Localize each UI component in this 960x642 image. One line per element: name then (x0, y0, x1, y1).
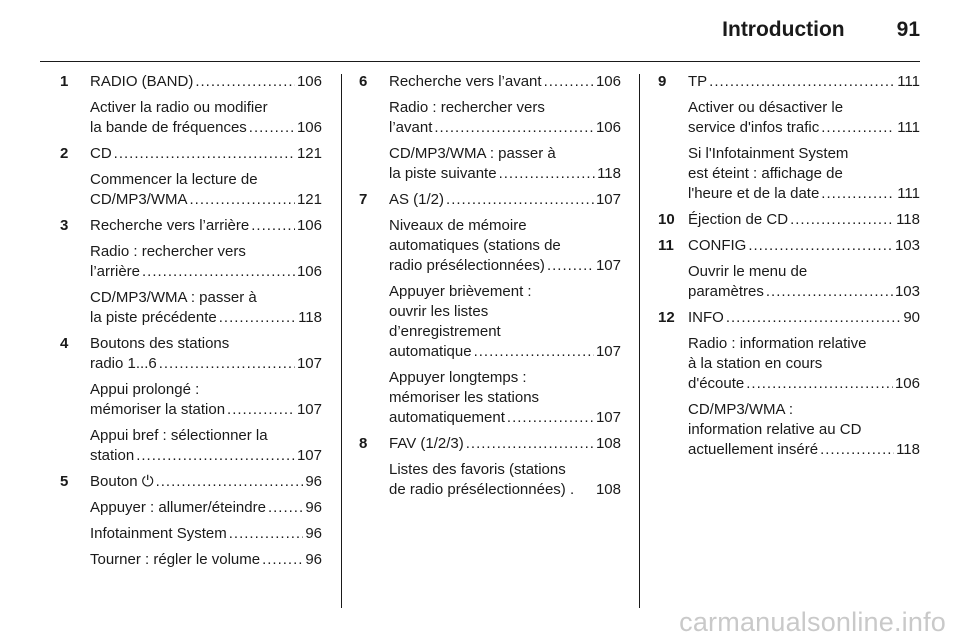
legend-text-line (688, 118, 920, 138)
page-reference: 111 (897, 119, 920, 136)
legend-text: automatiquement (389, 409, 505, 426)
legend-text-line: CD/MP3/WMA : passer à (90, 289, 257, 306)
legend-text: Tourner : régler le volume (90, 551, 261, 568)
page-reference: 121 (296, 145, 322, 162)
legend-item (389, 190, 621, 210)
legend-text: radio présélectionnées) (389, 257, 545, 274)
legend-text-line (688, 374, 920, 394)
page-number: 91 (896, 18, 920, 41)
legend-text: de radio présélectionnées) . (389, 481, 575, 498)
legend-text-line (90, 72, 322, 92)
dot-leader (466, 434, 594, 454)
legend-text-line (688, 210, 920, 230)
page-reference: 106 (595, 73, 621, 90)
page-reference: 96 (305, 499, 322, 516)
legend-text: radio 1...6 (90, 355, 157, 372)
legend-number: 2 (60, 145, 69, 162)
legend-entry (359, 72, 621, 184)
legend-text-line (90, 472, 322, 492)
legend-text-line (389, 434, 621, 454)
legend-number: 4 (60, 335, 69, 352)
dot-leader (790, 210, 894, 230)
legend-text-line: Radio : information relative (688, 335, 867, 352)
legend-text: CONFIG (688, 237, 747, 254)
legend-item (90, 170, 322, 210)
page-reference: 111 (897, 185, 920, 202)
legend-text-line: information relative au CD (688, 421, 862, 438)
legend-text-line (90, 446, 322, 466)
page-reference: 106 (296, 263, 322, 280)
legend-entry (359, 434, 621, 500)
legend-text-line (90, 216, 322, 236)
legend-number: 5 (60, 473, 69, 490)
legend-text-line (90, 498, 322, 518)
legend-text-line (90, 524, 322, 544)
page-reference: 108 (595, 481, 621, 498)
legend-entry (60, 144, 322, 210)
legend-item (389, 98, 621, 138)
legend-text-line (688, 236, 920, 256)
legend-text-line (389, 118, 621, 138)
legend-text-line (389, 164, 621, 184)
legend-entry (658, 236, 920, 302)
dot-leader (159, 354, 295, 374)
dot-leader (821, 118, 895, 138)
page-reference: 107 (595, 343, 621, 360)
page-reference: 96 (305, 473, 322, 490)
page-reference: 118 (597, 165, 621, 182)
legend-text-line (389, 408, 621, 428)
dot-leader (434, 118, 594, 138)
legend-item (90, 426, 322, 466)
dot-leader (821, 184, 895, 204)
legend-text-line (389, 256, 621, 276)
legend-text-line: Boutons des stations (90, 335, 230, 352)
dot-leader (446, 190, 594, 210)
page-reference: 106 (296, 73, 322, 90)
legend-item (90, 380, 322, 420)
legend-text-line: Appuyer longtemps : (389, 369, 527, 386)
legend-entry (658, 308, 920, 460)
legend-text: automatique (389, 343, 472, 360)
legend-entry (658, 210, 920, 230)
dot-leader (268, 498, 303, 518)
column-3 (658, 72, 920, 466)
legend-text: TP (688, 73, 708, 90)
dot-leader (820, 440, 894, 460)
legend-text: station (90, 447, 135, 464)
page-reference: 96 (305, 551, 322, 568)
legend-item (389, 144, 621, 184)
legend-text: FAV (1/2/3) (389, 435, 464, 452)
page-reference: 96 (305, 525, 322, 542)
legend-item (90, 216, 322, 236)
legend-number: 7 (359, 191, 368, 208)
legend-item (90, 288, 322, 328)
dot-leader (142, 262, 295, 282)
dot-leader (746, 374, 893, 394)
legend-text-line: Appui prolongé : (90, 381, 200, 398)
legend-item (90, 472, 322, 492)
page-reference: 118 (298, 309, 322, 326)
page-reference: 106 (296, 217, 322, 234)
legend-text: mémoriser la station (90, 401, 226, 418)
legend-text-line: Activer la radio ou modifier (90, 99, 268, 116)
legend-item (389, 72, 621, 92)
legend-item (688, 72, 920, 92)
dot-leader (114, 144, 295, 164)
page-reference: 118 (896, 211, 920, 228)
legend-item (389, 434, 621, 454)
legend-text: Bouton ⏻ (90, 473, 154, 490)
legend-text: l'heure et de la date (688, 185, 820, 202)
legend-text-line: CD/MP3/WMA : (688, 401, 794, 418)
legend-entry (60, 216, 322, 328)
legend-text-line: Radio : rechercher vers (90, 243, 246, 260)
legend-number: 6 (359, 73, 368, 90)
legend-item (688, 236, 920, 256)
column-1 (60, 72, 322, 576)
legend-text: Éjection de CD (688, 211, 789, 228)
legend-text: Recherche vers l’arrière (90, 217, 250, 234)
legend-text-line: CD/MP3/WMA : passer à (389, 145, 556, 162)
legend-entry (60, 472, 322, 570)
legend-item (90, 242, 322, 282)
legend-text-line (688, 184, 920, 204)
dot-leader (219, 308, 296, 328)
legend-text-line: Appuyer brièvement : (389, 283, 532, 300)
legend-text-line (688, 72, 920, 92)
legend-text-line: mémoriser les stations (389, 389, 540, 406)
legend-text: CD (90, 145, 112, 162)
dot-leader (544, 72, 594, 92)
legend-item (688, 98, 920, 138)
legend-entry (359, 190, 621, 428)
legend-text-line: est éteint : affichage de (688, 165, 843, 182)
dot-leader (499, 164, 596, 184)
legend-text-line (90, 190, 322, 210)
dot-leader (195, 72, 295, 92)
dot-leader (229, 524, 304, 544)
page-reference: 107 (595, 409, 621, 426)
dot-leader (709, 72, 895, 92)
legend-text-line (688, 282, 920, 302)
legend-text-line (389, 342, 621, 362)
legend-number: 8 (359, 435, 368, 452)
legend-text-line: Activer ou désactiver le (688, 99, 844, 116)
dot-leader (474, 342, 594, 362)
page-reference: 106 (296, 119, 322, 136)
legend-entry (60, 72, 322, 138)
legend-text: AS (1/2) (389, 191, 445, 208)
watermark: carmanualsonline.info (679, 607, 946, 637)
page-reference: 106 (595, 119, 621, 136)
legend-item (90, 72, 322, 92)
dot-leader (190, 190, 295, 210)
legend-text-line (389, 480, 621, 500)
dot-leader (251, 216, 295, 236)
legend-text-line: Commencer la lecture de (90, 171, 258, 188)
legend-text: la piste suivante (389, 165, 497, 182)
legend-text: Infotainment System (90, 525, 227, 542)
legend-text: Recherche vers l’avant (389, 73, 542, 90)
legend-text-line (90, 400, 322, 420)
legend-text: CD/MP3/WMA (90, 191, 188, 208)
legend-item (389, 368, 621, 428)
legend-text-line: ouvrir les listes (389, 303, 489, 320)
dot-leader (766, 282, 893, 302)
legend-text-line (90, 262, 322, 282)
legend-text: INFO (688, 309, 724, 326)
legend-number: 11 (658, 237, 674, 254)
page-reference: 108 (595, 435, 621, 452)
dot-leader (136, 446, 295, 466)
legend-text-line: Radio : rechercher vers (389, 99, 545, 116)
legend-item (688, 334, 920, 394)
legend-text: actuellement inséré (688, 441, 819, 458)
legend-item (90, 498, 322, 518)
legend-entry (60, 334, 322, 466)
page-reference: 90 (903, 309, 920, 326)
legend-text-line (90, 118, 322, 138)
legend-number: 3 (60, 217, 69, 234)
dot-leader (547, 256, 594, 276)
legend-text-line: Si l'Infotainment System (688, 145, 849, 162)
legend-text-line: automatiques (stations de (389, 237, 561, 254)
legend-text-line (90, 550, 322, 570)
dot-leader (249, 118, 295, 138)
header-rule (40, 61, 920, 62)
legend-number: 1 (60, 73, 69, 90)
column-divider (341, 74, 342, 608)
page-reference: 103 (894, 237, 920, 254)
column-divider (639, 74, 640, 608)
legend-item (688, 210, 920, 230)
column-2 (359, 72, 621, 506)
legend-text-line (90, 308, 322, 328)
page-reference: 121 (296, 191, 322, 208)
dot-leader (748, 236, 893, 256)
dot-leader (726, 308, 901, 328)
legend-item (90, 144, 322, 164)
legend-item (688, 400, 920, 460)
dot-leader (262, 550, 303, 570)
legend-text-line (688, 440, 920, 460)
legend-text: la bande de fréquences (90, 119, 247, 136)
legend-text-line (389, 72, 621, 92)
legend-text-line: Niveaux de mémoire (389, 217, 527, 234)
legend-number: 12 (658, 309, 675, 326)
legend-entry (658, 72, 920, 204)
legend-item (389, 460, 621, 500)
dot-leader (156, 472, 304, 492)
legend-text: RADIO (BAND) (90, 73, 194, 90)
page-header (722, 18, 920, 42)
page-reference: 103 (894, 283, 920, 300)
legend-text: la piste précédente (90, 309, 217, 326)
page-reference: 107 (595, 191, 621, 208)
page-reference: 107 (296, 355, 322, 372)
page-reference: 107 (595, 257, 621, 274)
page-reference: 107 (296, 401, 322, 418)
legend-text: service d'infos trafic (688, 119, 820, 136)
page-reference: 118 (896, 441, 920, 458)
dot-leader (227, 400, 295, 420)
page-title: Introduction (722, 18, 845, 41)
legend-item (90, 334, 322, 374)
legend-text: paramètres (688, 283, 764, 300)
legend-number: 9 (658, 73, 667, 90)
legend-item (90, 98, 322, 138)
legend-text-line (688, 308, 920, 328)
legend-text-line: à la station en cours (688, 355, 823, 372)
page-reference: 107 (296, 447, 322, 464)
legend-text-line: Appui bref : sélectionner la (90, 427, 268, 444)
legend-text: Appuyer : allumer/éteindre (90, 499, 266, 516)
legend-text: l’avant (389, 119, 433, 136)
legend-text-line: d’enregistrement (389, 323, 501, 340)
legend-text: l’arrière (90, 263, 141, 280)
dot-leader (507, 408, 594, 428)
legend-item (688, 262, 920, 302)
legend-text-line (90, 354, 322, 374)
legend-item (389, 282, 621, 362)
legend-item (688, 144, 920, 204)
legend-text: d'écoute (688, 375, 745, 392)
legend-text-line: Listes des favoris (stations (389, 461, 566, 478)
legend-text-line (90, 144, 322, 164)
legend-text-line: Ouvrir le menu de (688, 263, 808, 280)
legend-item (90, 550, 322, 570)
legend-text-line (389, 190, 621, 210)
legend-item (688, 308, 920, 328)
legend-item (90, 524, 322, 544)
page-reference: 111 (897, 73, 920, 90)
legend-item (389, 216, 621, 276)
page-reference: 106 (894, 375, 920, 392)
legend-number: 10 (658, 211, 675, 228)
